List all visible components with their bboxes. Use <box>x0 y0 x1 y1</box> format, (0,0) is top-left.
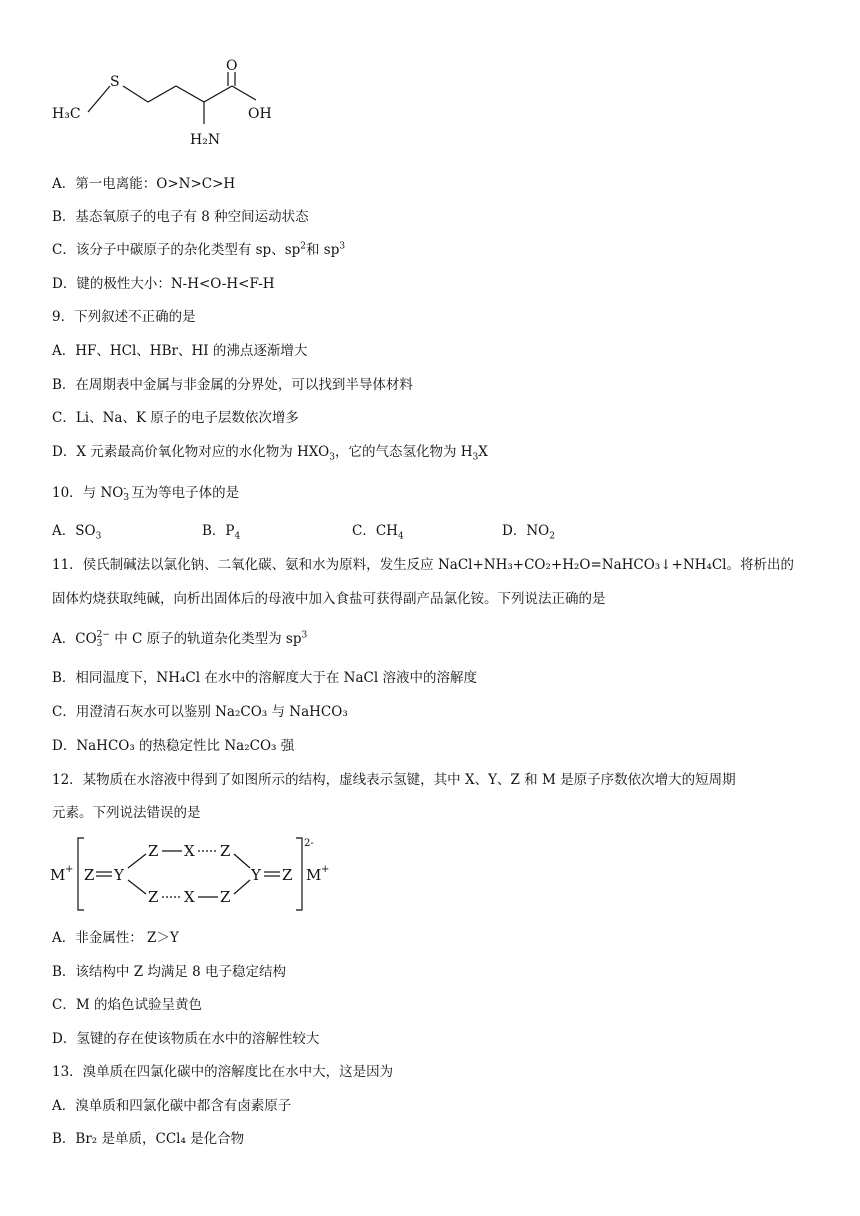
q11-option-c: C．用澄清石灰水可以鉴别 Na₂CO₃ 与 NaHCO₃ <box>52 704 348 720</box>
q13-stem: 13．溴单质在四氯化碳中的溶解度比在水中大，这是因为 <box>52 1064 394 1080</box>
hydroxyl-label: OH <box>248 106 272 122</box>
q13-option-a: A．溴单质和四氯化碳中都含有卤素原子 <box>52 1098 292 1114</box>
m-right: M <box>306 866 322 884</box>
q12-option-b: B．该结构中 Z 均满足 8 电子稳定结构 <box>52 964 287 980</box>
q12-stem-line2: 元素。下列说法错误的是 <box>52 805 201 821</box>
y-left: Y <box>114 866 124 884</box>
q13-option-b: B．Br₂ 是单质，CCl₄ 是化合物 <box>52 1131 245 1147</box>
q8-option-b: B．基态氧原子的电子有 8 种空间运动状态 <box>52 209 309 225</box>
q10-stem: 10．与 NO - 3 互为等电子体的是 <box>52 483 240 503</box>
q12-option-d: D．氢键的存在使该物质在水中的溶解性较大 <box>52 1031 320 1047</box>
q8-option-d: D．键的极性大小：N-H<O-H<F-H <box>52 276 275 292</box>
q12-option-c: C．M 的焰色试验呈黄色 <box>52 997 202 1013</box>
z-lower-right: Z <box>220 888 231 906</box>
q12-structure <box>48 834 348 914</box>
q10-option-b: B．$P_4$ <box>202 523 241 542</box>
q11-option-b: B．相同温度下，NH₄Cl 在水中的溶解度大于在 NaCl 溶液中的溶解度 <box>52 670 477 686</box>
q11-stem-line2: 固体灼烧获取纯碱，向析出固体后的母液中加入食盐可获得副产品氯化铵。下列说法正确的是 <box>52 591 606 607</box>
q10-option-c: C．$CH_4$ <box>352 523 404 542</box>
z-upper-right: Z <box>220 842 231 860</box>
q10-option-d: D．$NO_2$ <box>502 523 555 542</box>
q8-option-a: A．第一电离能：O>N>C>H <box>52 176 236 192</box>
q12-stem-line1: 12．某物质在水溶液中得到了如图所示的结构，虚线表示氢键，其中 X、Y、Z 和 M 是原子序数依次增大的短周期 <box>52 772 736 788</box>
q12-option-a: A．非金属性： Z＞Y <box>52 930 179 946</box>
oxygen-label: O <box>226 58 238 74</box>
sulfur-label: S <box>110 74 120 90</box>
q10-option-a: A．$SO_3$ <box>52 523 102 542</box>
m-left: M <box>50 866 66 884</box>
m-left-charge: + <box>65 864 74 875</box>
z-upper-left: Z <box>148 842 159 860</box>
y-right: Y <box>251 866 261 884</box>
q11-option-a: A．CO 2− 3 中 C 原子的轨道杂化类型为 $sp^3$ <box>52 629 308 649</box>
ch3-label: H₃C <box>52 106 81 122</box>
charge-label: 2- <box>304 838 314 849</box>
methionine-structure <box>48 56 272 160</box>
q9-option-d: D．X 元素最高价氧化物对应的水化物为 $HXO_3$，它的气态氢化物为 $H_3X$ <box>52 444 488 463</box>
z-lower-left: Z <box>148 888 159 906</box>
z-right: Z <box>282 866 293 884</box>
x-upper: X <box>184 842 195 860</box>
q11-option-d: D．NaHCO₃ 的热稳定性比 Na₂CO₃ 强 <box>52 738 295 754</box>
q9-stem: 9．下列叙述不正确的是 <box>52 309 196 325</box>
m-right-charge: + <box>321 864 330 875</box>
x-lower: X <box>184 888 195 906</box>
amine-label: H₂N <box>190 132 221 148</box>
q8-option-c: C．该分子中碳原子的杂化类型有 sp、$sp^2$和 $sp^3$ <box>52 241 346 258</box>
q9-option-a: A．HF、HCl、HBr、HI 的沸点逐渐增大 <box>52 343 308 359</box>
q9-option-c: C．Li、Na、K 原子的电子层数依次增多 <box>52 410 299 426</box>
q11-stem-line1: 11．侯氏制碱法以氯化钠、二氧化碳、氨和水为原料，发生反应 NaCl+NH₃+CO₂+H₂O=NaHCO₃↓+NH₄Cl。将析出的 <box>52 557 794 573</box>
q9-option-b: B．在周期表中金属与非金属的分界处，可以找到半导体材料 <box>52 377 413 393</box>
z-left: Z <box>84 866 95 884</box>
q10-options <box>52 522 812 540</box>
